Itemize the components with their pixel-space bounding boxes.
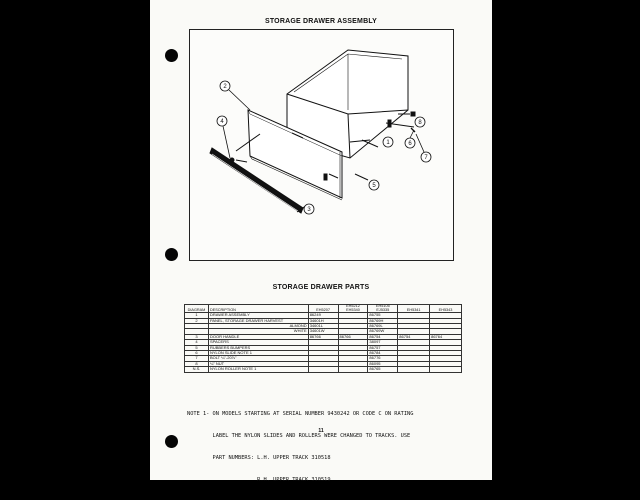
binder-hole	[165, 248, 178, 261]
col-model-5: EH5343	[430, 305, 462, 313]
binder-hole	[165, 49, 178, 62]
page-number: 11	[318, 428, 324, 434]
cell-description: NYLON ROLLER NOTE 1	[208, 367, 308, 372]
cell-description: DRAWER ASSEMBLY	[208, 313, 308, 318]
callout-2: 2	[223, 84, 227, 90]
cell-m3: 86769L	[368, 324, 398, 329]
parts-table	[184, 304, 462, 373]
cell-m5	[430, 367, 462, 372]
col-model-3: EH5105 EJ5335	[368, 305, 398, 313]
parts-title: STORAGE DRAWER PARTS	[272, 284, 370, 291]
cell-m3: 86757	[368, 345, 398, 350]
cell-description: PANEL, STORAGE DRAWER HARVEST	[208, 318, 308, 323]
cell-m1: 34601W	[308, 329, 338, 334]
cell-diagram: N.S.	[185, 367, 209, 372]
col-description: DESCRIPTION	[208, 305, 308, 313]
catalog-page	[150, 0, 492, 484]
cell-diagram: 4	[185, 340, 209, 345]
cell-diagram: 7	[185, 356, 209, 361]
cell-description: BOLT ¼"-20⅞"	[208, 356, 308, 361]
cell-m1	[308, 367, 338, 372]
binder-hole	[165, 435, 178, 448]
note-line: R.H. UPPER TRACK 310519	[187, 477, 331, 484]
cell-diagram: 6	[185, 351, 209, 356]
assembly-diagram	[189, 29, 454, 261]
cell-m4: 86754	[398, 334, 430, 339]
col-diagram: DIAGRAM	[185, 305, 209, 313]
note-1	[187, 396, 477, 500]
cell-m1: 86249	[308, 313, 338, 318]
cell-m5: 86764	[430, 334, 462, 339]
note-line: NOTE 1- ON MODELS STARTING AT SERIAL NUMBER 9430242 OR CODE C ON RATING	[187, 410, 414, 417]
cell-m3: 86784	[368, 351, 398, 356]
cell-m3: 38097	[368, 340, 398, 345]
cell-diagram: 5	[185, 345, 209, 350]
cell-m4	[398, 367, 430, 372]
cell-m3: 86095	[368, 361, 398, 366]
col-model-1: EH5207	[308, 305, 338, 313]
cell-m3: 86769H	[368, 318, 398, 323]
table-row	[185, 367, 462, 372]
cell-m1: 34601H	[308, 318, 338, 323]
cell-diagram: 8	[185, 361, 209, 366]
callout-1: 1	[386, 140, 390, 146]
cell-diagram: 1	[185, 313, 209, 318]
cell-description: SPACERS	[208, 340, 308, 345]
callout-8: 8	[418, 120, 422, 126]
cell-diagram: 3	[185, 334, 209, 339]
note-line: LABEL THE NYLON SLIDES AND ROLLERS WERE CHANGED TO TRACKS. USE	[187, 433, 411, 440]
col-model-2: EH5212 EH5340	[338, 305, 368, 313]
callout-3: 3	[307, 207, 311, 213]
cell-description: NYLON SLIDE NOTE 1	[208, 351, 308, 356]
cell-description: ALMOND	[208, 324, 308, 329]
callout-6: 6	[408, 141, 412, 147]
cell-description: ¼" NUT	[208, 361, 308, 366]
cell-description: DOOR HANDLE	[208, 334, 308, 339]
cell-description: WHITE	[208, 329, 308, 334]
callout-4: 4	[220, 119, 224, 125]
cell-m3: 86776	[368, 356, 398, 361]
cell-diagram: 2	[185, 318, 209, 323]
col-model-4: EH5341	[398, 305, 430, 313]
cell-m3: 86765	[368, 367, 398, 372]
cell-m3: 86769W	[368, 329, 398, 334]
callout-7: 7	[424, 155, 428, 161]
cell-m1: 86766	[308, 334, 338, 339]
assembly-illustration	[190, 30, 453, 260]
note-line: PART NUMBERS: L.H. UPPER TRACK 310518	[187, 455, 331, 462]
cell-m1: 34601L	[308, 324, 338, 329]
cell-description: RUBBERS BUMPERS	[208, 345, 308, 350]
cell-m2: 86766	[338, 334, 368, 339]
callout-5: 5	[372, 183, 376, 189]
cell-m3: 86754	[368, 334, 398, 339]
page-title: STORAGE DRAWER ASSEMBLY	[264, 18, 378, 25]
cell-m2	[338, 367, 368, 372]
cell-m3: 86755	[368, 313, 398, 318]
